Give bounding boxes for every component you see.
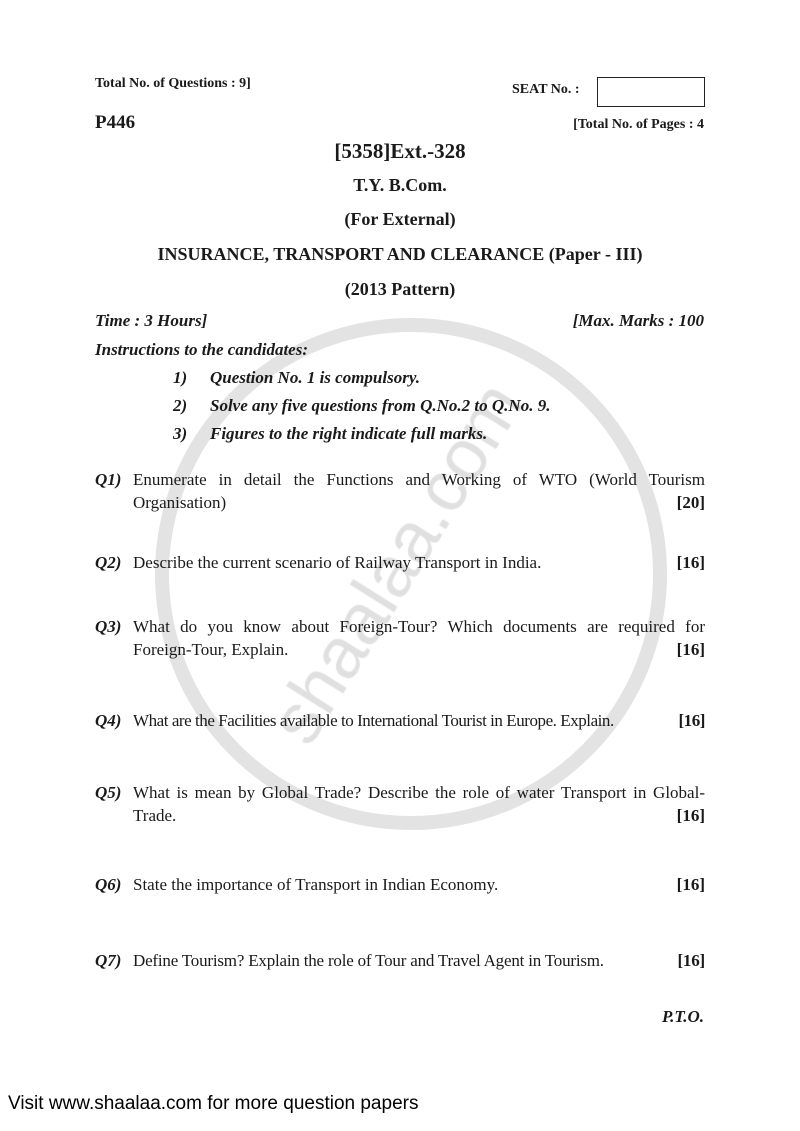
question-number: Q1) — [95, 470, 122, 489]
pto-marker: P.T.O. — [661, 1007, 704, 1026]
max-marks: [Max. Marks : 100 — [572, 311, 704, 330]
subject-title: INSURANCE, TRANSPORT AND CLEARANCE (Paper - III) — [157, 244, 643, 264]
instructions-title: Instructions to the candidates: — [95, 340, 309, 359]
instruction-text: Solve any five questions from Q.No.2 to Q.No. 9. — [210, 396, 551, 415]
question-2 — [95, 551, 705, 574]
question-marks: [16] — [676, 806, 705, 825]
question-text: What are the Facilities available to International Tourist in Europe. Explain. — [133, 711, 614, 730]
pattern: (2013 Pattern) — [344, 279, 456, 299]
question-number: Q2) — [95, 553, 122, 572]
total-pages: [Total No. of Pages : 4 — [573, 117, 704, 132]
question-text: What is mean by Global Trade? Describe the role of water Transport in Global-Trade. — [133, 783, 705, 825]
question-4 — [95, 709, 705, 732]
total-questions: Total No. of Questions : 9] — [95, 76, 251, 91]
course: T.Y. B.Com. — [353, 175, 447, 195]
question-6 — [95, 873, 705, 896]
question-marks: [16] — [678, 711, 705, 730]
question-number: Q7) — [95, 951, 122, 970]
exam-code: [5358]Ext.-328 — [334, 139, 466, 163]
instruction-num: 1) — [173, 368, 188, 387]
instruction-num: 2) — [173, 396, 188, 415]
question-marks: [16] — [677, 951, 705, 970]
question-3 — [95, 615, 705, 661]
question-number: Q6) — [95, 875, 122, 894]
question-number: Q3) — [95, 617, 122, 636]
question-7 — [95, 949, 705, 972]
question-marks: [16] — [676, 553, 705, 572]
question-text: Describe the current scenario of Railway Transport in India. — [133, 553, 542, 572]
question-5 — [95, 781, 705, 827]
instruction-text: Figures to the right indicate full marks. — [210, 424, 488, 443]
question-1 — [95, 468, 705, 514]
instruction-num: 3) — [173, 424, 188, 443]
question-text: State the importance of Transport in Indian Economy. — [133, 875, 499, 894]
footer-link-text[interactable]: Visit www.shaalaa.com for more question papers — [8, 1093, 419, 1114]
time-allowed: Time : 3 Hours] — [95, 311, 208, 330]
question-text: What do you know about Foreign-Tour? Which documents are required for Foreign-Tour, Explain. — [133, 617, 705, 659]
question-number: Q4) — [95, 711, 122, 730]
question-marks: [20] — [676, 493, 705, 512]
paper-code: P446 — [95, 112, 136, 133]
exam-mode: (For External) — [344, 209, 456, 229]
question-marks: [16] — [676, 640, 705, 659]
question-marks: [16] — [676, 875, 705, 894]
question-number: Q5) — [95, 783, 122, 802]
seat-number-box — [597, 77, 705, 107]
question-text: Enumerate in detail the Functions and Working of WTO (World Tourism Organisation) — [133, 470, 705, 512]
question-text: Define Tourism? Explain the role of Tour and Travel Agent in Tourism. — [133, 951, 604, 970]
instruction-text: Question No. 1 is compulsory. — [210, 368, 421, 387]
seat-label: SEAT No. : — [512, 82, 580, 97]
